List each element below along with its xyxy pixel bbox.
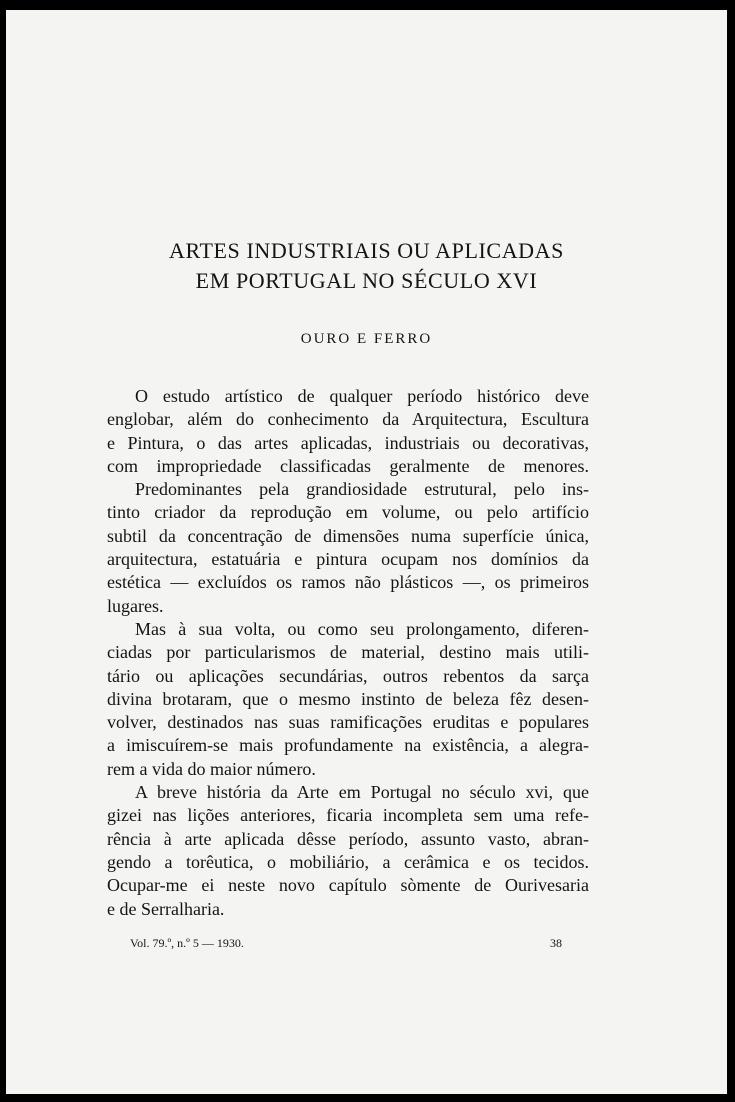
text-line: com impropriedade classificadas geralmente de menores. (107, 455, 589, 476)
text-line: Ocupar-me ei neste novo capítulo sòmente de Ourivesaria (107, 875, 589, 896)
text-line: englobar, além do conhecimento da Arquitectura, Escultura (107, 409, 589, 430)
text-line: volver, destinados nas suas ramificações eruditas e populares (107, 712, 589, 733)
text-line: a imiscuírem-se mais profundamente na existência, a alegra- (107, 735, 589, 756)
text-line: A breve história da Arte em Portugal no século xvi, que (135, 782, 589, 803)
text-line: rência à arte aplicada dêsse período, assunto vasto, abran- (107, 828, 589, 849)
paragraph-3 (107, 618, 589, 781)
text-line: divina brotaram, que o mesmo instinto de beleza fêz desen- (107, 688, 589, 709)
text-line: rem a vida do maior número. (107, 758, 316, 779)
text-line: estética — excluídos os ramos não plásticos —, os primeiros (107, 572, 589, 593)
title-line-2: EM PORTUGAL NO SÉCULO XVI (195, 268, 538, 293)
text-line: tinto criador da reprodução em volume, ou pelo artifício (107, 502, 589, 523)
text-line: gizei nas lições anteriores, ficaria incompleta sem uma refe- (107, 805, 589, 826)
title-line-1: ARTES INDUSTRIAIS OU APLICADAS (169, 238, 564, 263)
paragraph-1 (107, 385, 589, 478)
paragraph-2 (107, 478, 589, 618)
text-line: Mas à sua volta, ou como seu prolongamento, diferen- (135, 618, 589, 639)
text-line: e de Serralharia. (107, 898, 225, 919)
body-text (107, 385, 589, 921)
section-subtitle: OURO E FERRO (300, 331, 433, 347)
volume-info: Vol. 79.º, n.º 5 — 1930. (130, 936, 244, 950)
text-line: lugares. (107, 595, 164, 616)
paragraph-4 (107, 781, 589, 921)
text-line: O estudo artístico de qualquer período histórico deve (135, 386, 589, 406)
text-line: Predominantes pela grandiosidade estrutural, pelo ins- (135, 479, 589, 500)
text-line: ciadas por particularismos de material, destino mais utili- (107, 642, 589, 663)
text-line: gendo a torêutica, o mobiliário, a cerâmica e os tecidos. (107, 851, 589, 872)
document-page (6, 10, 727, 1094)
text-line: tário ou aplicações secundárias, outros rebentos da sarça (107, 665, 589, 686)
text-line: e Pintura, o das artes aplicadas, industriais ou decorativas, (107, 432, 589, 453)
text-line: arquitectura, estatuária e pintura ocupam nos domínios da (107, 549, 589, 570)
text-line: subtil da concentração de dimensões numa superfície única, (107, 525, 589, 546)
page-number: 38 (550, 936, 562, 950)
